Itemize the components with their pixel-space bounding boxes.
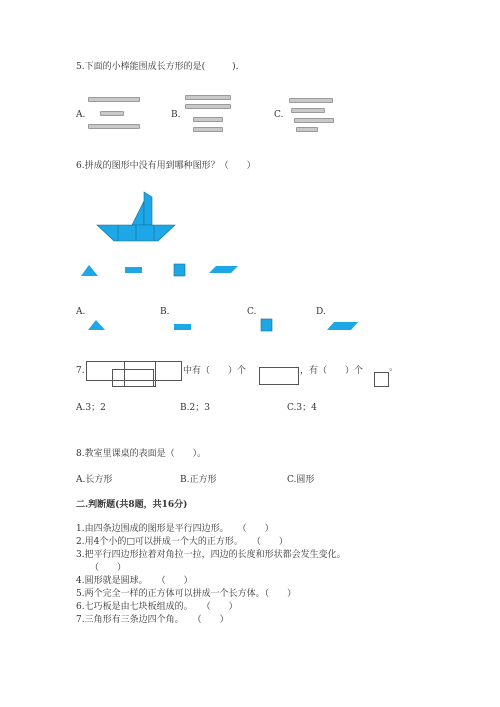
- q6-option-d[interactable]: D.: [316, 307, 326, 317]
- option-b-rectangle: [174, 324, 191, 330]
- judge-item-6: 6.七巧板是由七块板组成的。 （ ）: [76, 602, 238, 612]
- q8-question: 8.教室里课桌的表面是（ ）。: [76, 449, 207, 459]
- q8-option-c[interactable]: C.圆形: [287, 475, 315, 485]
- judge-item-2: 2.用4个小的□可以拼成一个大的正方形。 （ ）: [76, 537, 288, 547]
- q7-option-c[interactable]: C.3；4: [287, 403, 317, 413]
- q6-option-a[interactable]: A.: [76, 307, 86, 317]
- q7-option-a[interactable]: A.3；2: [76, 403, 106, 413]
- sail-left: [132, 201, 144, 225]
- q8-option-a[interactable]: A.长方形: [76, 475, 113, 485]
- figure-rect: [124, 361, 156, 387]
- triangle-shape: [81, 265, 98, 276]
- judge-item-3: 3.把平行四边形拉着对角拉一拉，四边的长度和形状都会发生变化。: [76, 550, 346, 560]
- parallelogram-shape: [209, 266, 238, 273]
- rectangle-shape: [125, 267, 142, 273]
- judge-item-5: 5.两个完全一样的正方体可以拼成一个长方体。（ ）: [76, 589, 297, 599]
- option-c-square: [261, 319, 272, 331]
- q5-option-a[interactable]: A.: [76, 110, 86, 120]
- q5-question: 5.下面的小棒能围成长方形的是( ).: [76, 62, 239, 72]
- sail-right: [144, 192, 152, 225]
- q5-option-b[interactable]: B.: [171, 110, 181, 120]
- q7-option-b[interactable]: B.2；3: [180, 403, 210, 413]
- q6-question: 6.拼成的图形中没有用到哪种图形？（ ）: [76, 161, 256, 171]
- q6-option-c[interactable]: C.: [247, 307, 257, 317]
- option-d-parallelogram: [327, 322, 358, 330]
- judge-item-4: 4.圆形就是圆球。 （ ）: [76, 576, 193, 586]
- section2-title: 二.判断题(共8题，共16分): [76, 500, 188, 510]
- q8-option-b[interactable]: B.正方形: [180, 475, 217, 485]
- q7-mid1: 中有（ ）个: [183, 366, 247, 376]
- q7-suffix: 。: [389, 363, 399, 373]
- option-a-triangle: [88, 320, 105, 330]
- q7-prefix: 7.: [76, 366, 85, 376]
- judge-item-1: 1.由四条边围成的图形是平行四边形。 （ ）: [76, 524, 274, 534]
- q7-mid2: ，有（ ）个: [300, 366, 364, 376]
- judge-item-3-answer: （ ）: [90, 563, 127, 573]
- square-shape: [174, 264, 185, 276]
- q6-option-b[interactable]: B.: [160, 307, 170, 317]
- q7-square-sample: [374, 372, 389, 387]
- q7-rect-sample: [259, 367, 299, 385]
- q5-option-c[interactable]: C.: [274, 110, 284, 120]
- judge-item-7: 7.三角形有三条边四个角。 （ ）: [76, 615, 229, 625]
